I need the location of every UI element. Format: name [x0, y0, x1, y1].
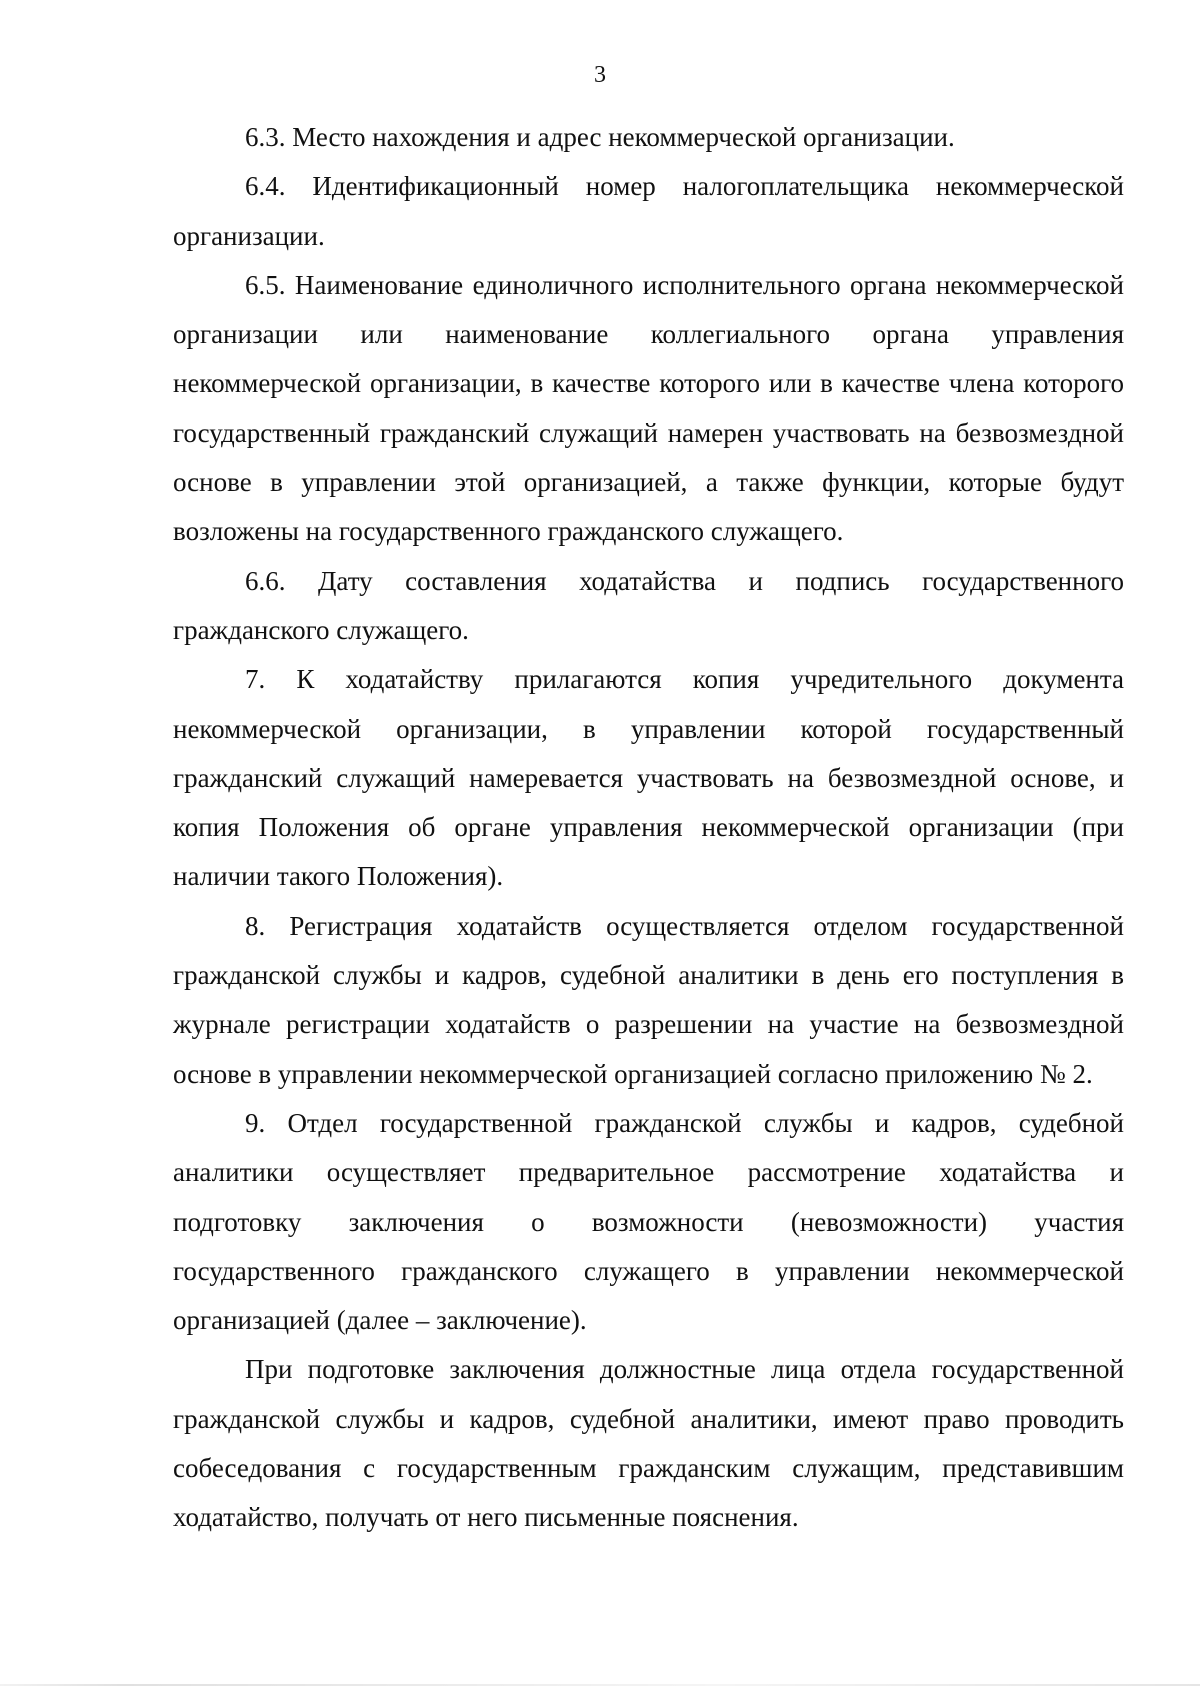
document-body — [173, 113, 1124, 1543]
paragraph-6-6: 6.6. Дату составления ходатайства и подпись государственного гражданского служащего. — [173, 565, 1124, 645]
paragraph-6-3: 6.3. Место нахождения и адрес некоммерческой организации. — [245, 122, 955, 152]
paragraph-8: 8. Регистрация ходатайств осуществляется отделом государственной гражданской службы и кадров, судебной аналитики в день его поступления в журнале регистрации ходатайств о разрешении на участие на безвозмездной основе в управлении некоммерческой организацией согласно приложению № 2. — [173, 910, 1124, 1089]
page-number: 3 — [594, 62, 606, 88]
paragraph-9: 9. Отдел государственной гражданской службы и кадров, судебной аналитики осуществляет предварительное рассмотрение ходатайства и подготовку заключения о возможности (невозможности) участия государственного гражданского служащего в управлении некоммерческой организацией (далее – заключение). — [173, 1107, 1124, 1336]
paragraph-preparation: При подготовке заключения должностные лица отдела государственной гражданской службы и кадров, судебной аналитики, имеют право проводить собеседования с государственным гражданским служащим, представившим ходатайство, получать от него письменные пояснения. — [173, 1354, 1124, 1533]
paragraph-6-4: 6.4. Идентификационный номер налогоплательщика некоммерческой организации. — [173, 171, 1124, 251]
paragraph-6-5: 6.5. Наименование единоличного исполнительного органа некоммерческой организации или наименование коллегиального органа управления некоммерческой организации, в качестве которого или в качестве члена которого государственный гражданский служащий намерен участвовать на безвозмездной основе в управлении этой организацией, а также функции, которые будут возложены на государственного гражданского служащего. — [173, 269, 1124, 547]
paragraph-7: 7. К ходатайству прилагаются копия учредительного документа некоммерческой организации, в управлении которой государственный гражданский служащий намеревается участвовать на безвозмездной основе, и копия Положения об органе управления некоммерческой организации (при наличии такого Положения). — [173, 664, 1124, 892]
scan-edge-line — [0, 1684, 1200, 1686]
